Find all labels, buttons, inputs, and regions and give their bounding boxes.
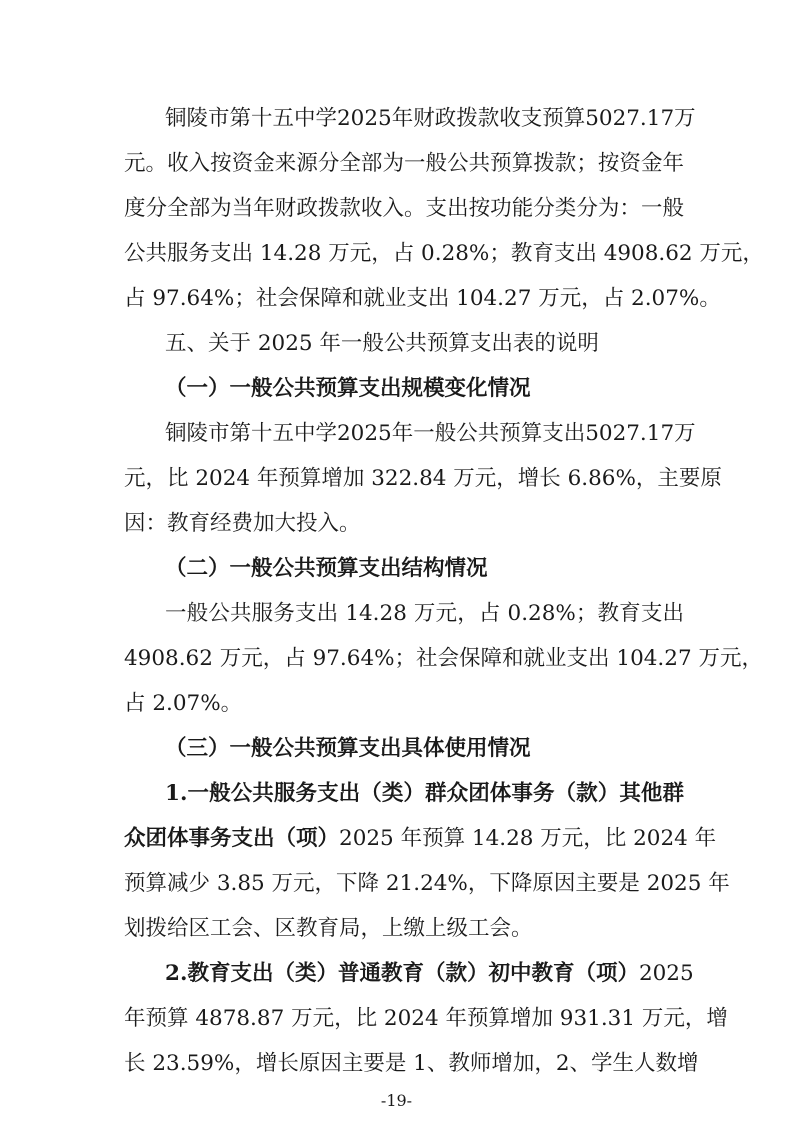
subsection-1-line-2: 元，比 2024 年预算增加 322.84 万元，增长 6.86%，主要原: [124, 466, 722, 491]
subsection-2-line-2: 4908.62 万元，占 97.64%；社会保障和就业支出 104.27 万元，: [124, 646, 763, 671]
paragraph-1-line-1: 铜陵市第十五中学2025年财政拨款收支预算5027.17万: [165, 106, 696, 131]
item-1-line-1: 1.一般公共服务支出（类）群众团体事务（款）其他群: [165, 781, 684, 806]
item-2-line-1-rest: 2025: [638, 961, 694, 986]
item-2-line-2: 年预算 4878.87 万元，比 2024 年预算增加 931.31 万元，增: [124, 1006, 728, 1031]
subsection-2-line-1: 一般公共服务支出 14.28 万元，占 0.28%；教育支出: [165, 601, 684, 626]
item-1-line-2: [124, 824, 717, 854]
subsection-3-title: （三）一般公共预算支出具体使用情况: [165, 736, 531, 761]
page-number: -19-: [380, 1091, 413, 1110]
paragraph-1-line-4: 公共服务支出 14.28 万元，占 0.28%；教育支出 4908.62 万元，: [124, 241, 764, 266]
item-1-line-2-rest: 2025 年预算 14.28 万元，比 2024 年: [339, 826, 717, 851]
subsection-1-line-1: 铜陵市第十五中学2025年一般公共预算支出5027.17万: [165, 421, 696, 446]
subsection-1-line-3: 因：教育经费加大投入。: [124, 511, 361, 536]
section-5-title: 五、关于 2025 年一般公共预算支出表的说明: [165, 331, 599, 356]
subsection-2-title: （二）一般公共预算支出结构情况: [165, 556, 488, 581]
paragraph-1-line-5: 占 97.64%；社会保障和就业支出 104.27 万元，占 2.07%。: [124, 286, 721, 311]
paragraph-1-line-2: 元。收入按资金来源分全部为一般公共预算拨款；按资金年: [124, 151, 684, 176]
subsection-1-title: （一）一般公共预算支出规模变化情况: [165, 376, 531, 401]
item-1-line-3: 预算减少 3.85 万元，下降 21.24%，下降原因主要是 2025 年: [124, 871, 730, 896]
item-1-line-4: 划拨给区工会、区教育局，上缴上级工会。: [124, 916, 533, 941]
item-2-line-1: [165, 959, 694, 989]
subsection-2-line-3: 占 2.07%。: [124, 691, 243, 716]
paragraph-1-line-3: 度分全部为当年财政拨款收入。支出按功能分类分为：一般: [124, 196, 684, 221]
item-1-line-2-bold: 众团体事务支出（项）: [124, 826, 340, 851]
item-2-line-1-bold: 2.教育支出（类）普通教育（款）初中教育（项）: [165, 961, 639, 986]
item-2-line-3: 长 23.59%，增长原因主要是 1、教师增加，2、学生人数增: [124, 1051, 699, 1076]
